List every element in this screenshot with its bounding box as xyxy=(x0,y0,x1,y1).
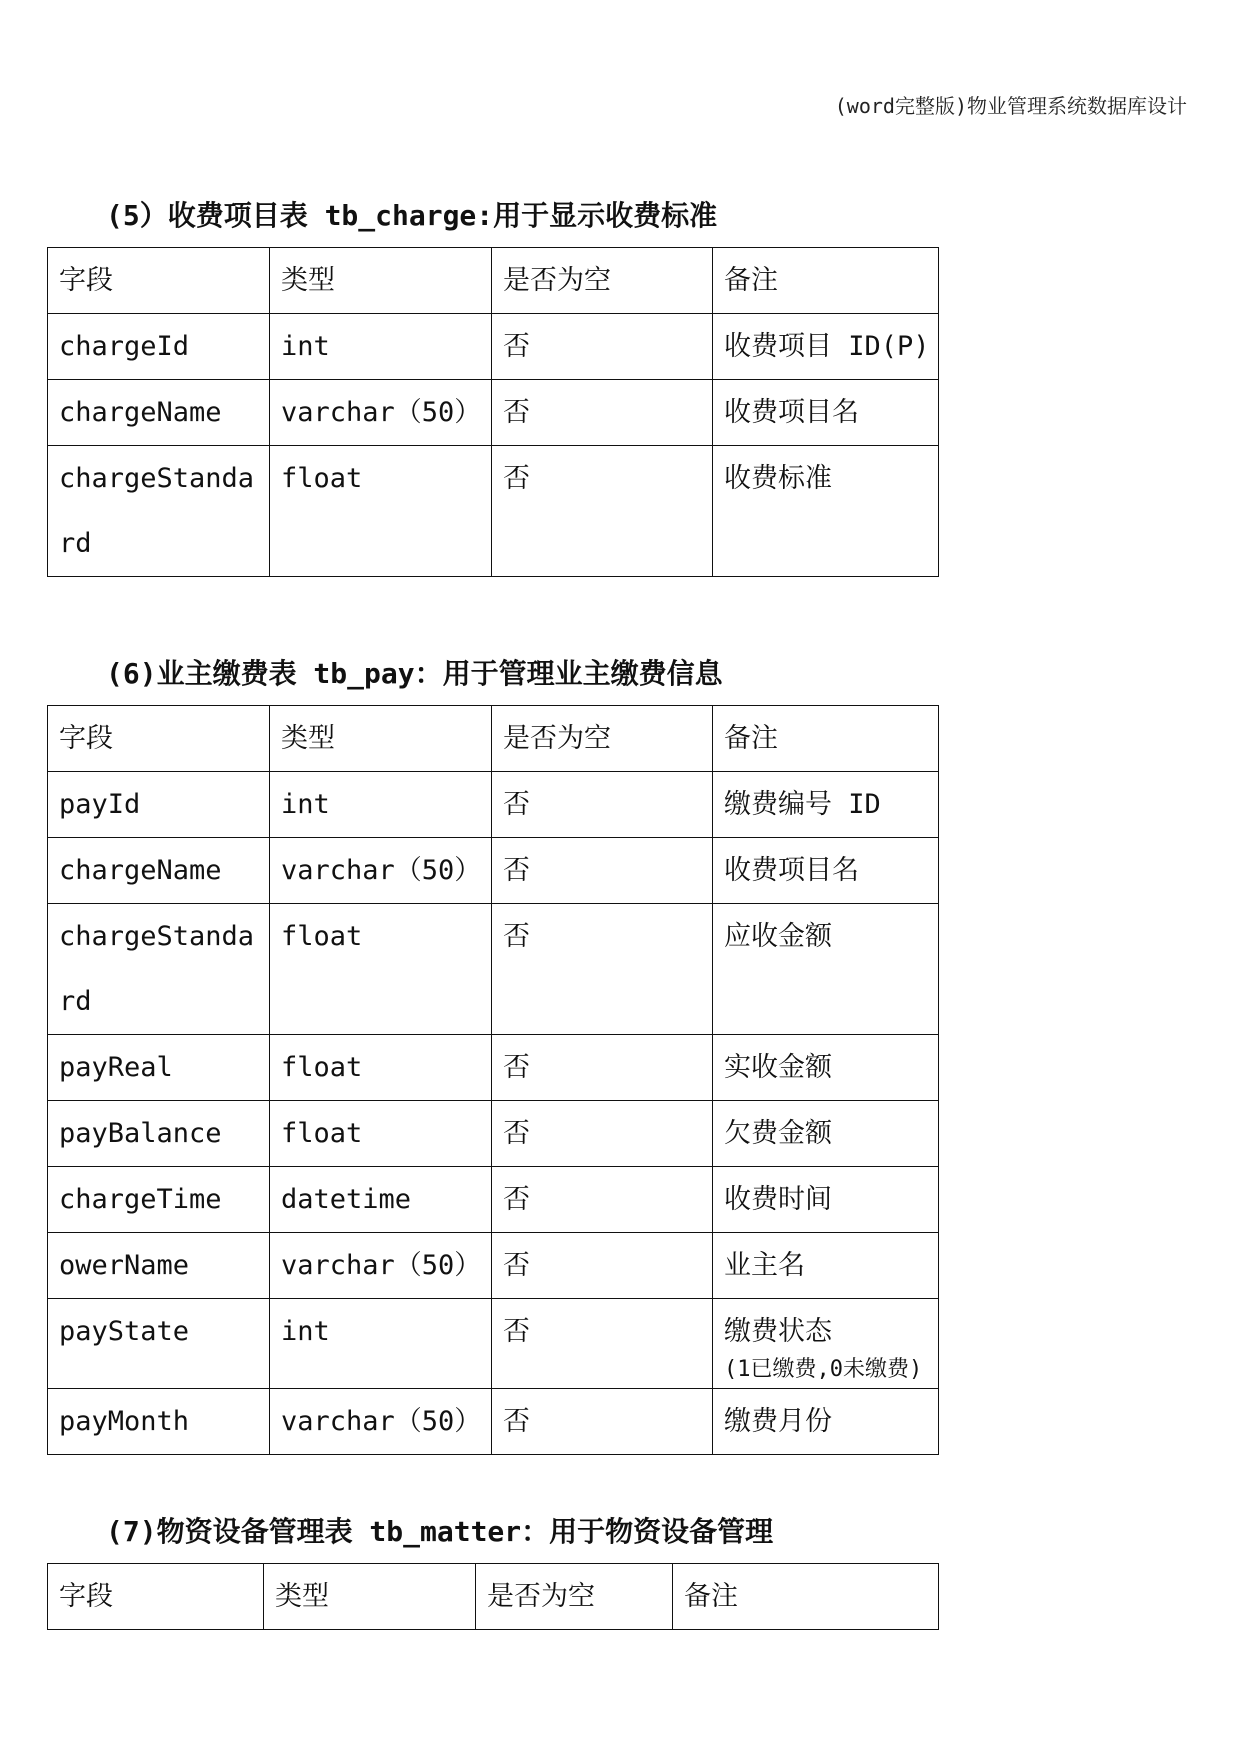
cell-nullable: 否 xyxy=(492,904,713,1035)
cell-type: int xyxy=(270,772,492,838)
table-row xyxy=(48,1389,939,1455)
col-header-remark: 备注 xyxy=(713,706,939,772)
cell-field: payReal xyxy=(48,1035,270,1101)
col-header-field: 字段 xyxy=(48,1564,264,1630)
cell-remark: 收费项目 ID(P) xyxy=(713,314,939,380)
cell-field: chargeStandard xyxy=(48,904,270,1035)
col-header-type: 类型 xyxy=(270,248,492,314)
col-header-field: 字段 xyxy=(48,706,270,772)
col-header-nullable: 是否为空 xyxy=(492,706,713,772)
cell-type: varchar（50） xyxy=(270,380,492,446)
cell-type: varchar（50） xyxy=(270,1233,492,1299)
cell-nullable: 否 xyxy=(492,1299,713,1389)
col-header-nullable: 是否为空 xyxy=(492,248,713,314)
cell-remark: 缴费编号 ID xyxy=(713,772,939,838)
table-row xyxy=(48,1101,939,1167)
cell-field: chargeId xyxy=(48,314,270,380)
cell-remark: 缴费月份 xyxy=(713,1389,939,1455)
cell-nullable: 否 xyxy=(492,380,713,446)
cell-remark: 欠费金额 xyxy=(713,1101,939,1167)
cell-type: float xyxy=(270,1035,492,1101)
cell-field: payBalance xyxy=(48,1101,270,1167)
cell-field: chargeStandard xyxy=(48,446,270,577)
table-header-row xyxy=(48,706,939,772)
cell-nullable: 否 xyxy=(492,772,713,838)
table-header-row xyxy=(48,248,939,314)
cell-remark xyxy=(713,1299,939,1389)
cell-type: float xyxy=(270,904,492,1035)
cell-type: int xyxy=(270,1299,492,1389)
cell-nullable: 否 xyxy=(492,1035,713,1101)
table-row xyxy=(48,380,939,446)
cell-remark: 应收金额 xyxy=(713,904,939,1035)
charge-table xyxy=(47,247,939,577)
matter-table xyxy=(47,1563,939,1630)
cell-type: float xyxy=(270,446,492,577)
table-row xyxy=(48,838,939,904)
cell-field: chargeName xyxy=(48,380,270,446)
page-header: (word完整版)物业管理系统数据库设计 xyxy=(834,94,1187,118)
table-row xyxy=(48,446,939,577)
table-row xyxy=(48,772,939,838)
table-row xyxy=(48,314,939,380)
table-header-row xyxy=(48,1564,939,1630)
col-header-type: 类型 xyxy=(264,1564,476,1630)
cell-type: datetime xyxy=(270,1167,492,1233)
section-title-matter: (7)物资设备管理表 tb_matter：用于物资设备管理 xyxy=(106,1515,774,1548)
section-title-pay: (6)业主缴费表 tb_pay：用于管理业主缴费信息 xyxy=(106,657,723,690)
table-row xyxy=(48,1233,939,1299)
cell-field: payId xyxy=(48,772,270,838)
cell-type: float xyxy=(270,1101,492,1167)
cell-type: int xyxy=(270,314,492,380)
col-header-field: 字段 xyxy=(48,248,270,314)
section-title-charge: (5）收费项目表 tb_charge:用于显示收费标准 xyxy=(106,199,718,232)
cell-field: payMonth xyxy=(48,1389,270,1455)
pay-table xyxy=(47,705,939,1455)
cell-remark: 业主名 xyxy=(713,1233,939,1299)
cell-remark: 收费项目名 xyxy=(713,380,939,446)
cell-nullable: 否 xyxy=(492,446,713,577)
cell-remark: 收费项目名 xyxy=(713,838,939,904)
cell-nullable: 否 xyxy=(492,314,713,380)
cell-field: payState xyxy=(48,1299,270,1389)
cell-remark: 实收金额 xyxy=(713,1035,939,1101)
col-header-type: 类型 xyxy=(270,706,492,772)
col-header-remark: 备注 xyxy=(673,1564,939,1630)
cell-field: chargeName xyxy=(48,838,270,904)
cell-type: varchar（50） xyxy=(270,838,492,904)
cell-type: varchar（50） xyxy=(270,1389,492,1455)
cell-field: chargeTime xyxy=(48,1167,270,1233)
col-header-remark: 备注 xyxy=(713,248,939,314)
cell-nullable: 否 xyxy=(492,1167,713,1233)
remark-sub: (1已缴费,0未缴费) xyxy=(724,1357,923,1382)
table-row xyxy=(48,1167,939,1233)
cell-nullable: 否 xyxy=(492,1389,713,1455)
table-row xyxy=(48,1035,939,1101)
cell-nullable: 否 xyxy=(492,838,713,904)
cell-remark: 收费标准 xyxy=(713,446,939,577)
col-header-nullable: 是否为空 xyxy=(476,1564,673,1630)
cell-nullable: 否 xyxy=(492,1233,713,1299)
table-row xyxy=(48,1299,939,1389)
cell-field: owerName xyxy=(48,1233,270,1299)
table-row xyxy=(48,904,939,1035)
cell-remark: 收费时间 xyxy=(713,1167,939,1233)
remark-main: 缴费状态 xyxy=(724,1316,832,1347)
cell-nullable: 否 xyxy=(492,1101,713,1167)
